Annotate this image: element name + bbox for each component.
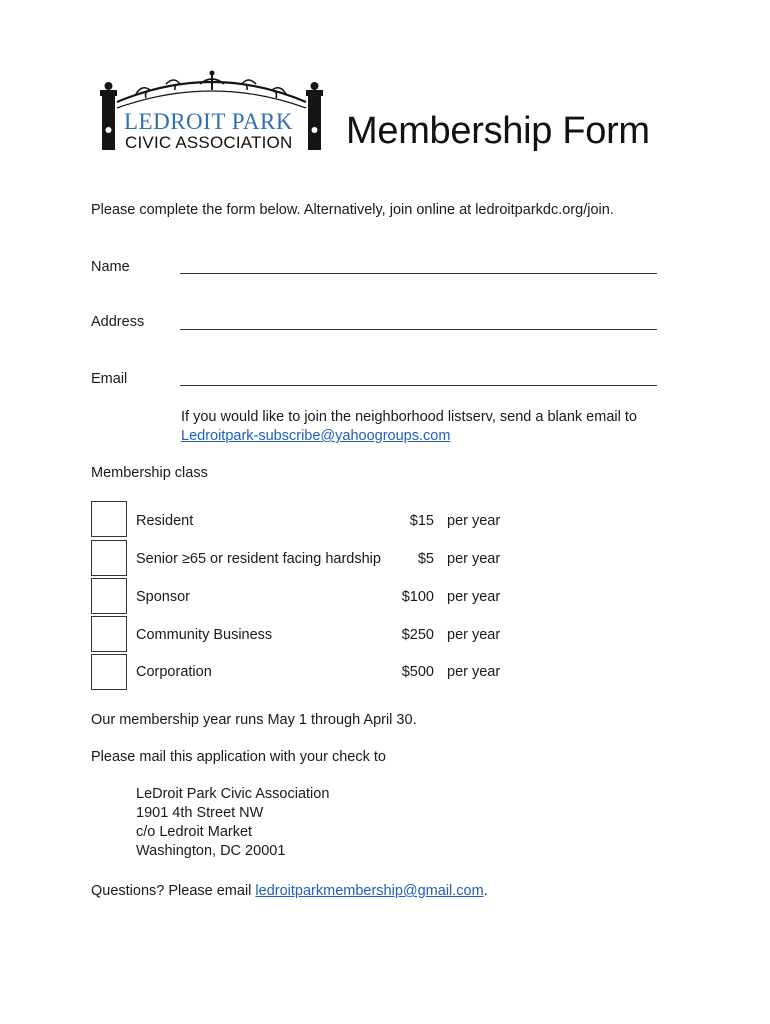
listserv-text: If you would like to join the neighborhood listserv, send a blank email to [181, 409, 637, 425]
class-price: $5 [417, 551, 434, 567]
questions-line [91, 882, 488, 901]
class-period: per year [447, 664, 501, 680]
membership-year-note: Our membership year runs May 1 through April 30. [91, 712, 417, 728]
mailing-address-line: c/o Ledroit Market [136, 824, 253, 840]
class-price: $250 [401, 627, 434, 643]
address-field[interactable] [180, 329, 657, 330]
checkbox-senior[interactable] [91, 540, 127, 576]
mailing-address-line: 1901 4th Street NW [136, 805, 264, 821]
class-label: Corporation [136, 664, 212, 680]
class-label: Resident [136, 513, 194, 529]
email-field[interactable] [180, 385, 657, 386]
page-title: Membership Form [346, 110, 650, 152]
class-period: per year [447, 589, 501, 605]
checkbox-resident[interactable] [91, 501, 127, 537]
membership-class-heading: Membership class [91, 465, 208, 481]
checkbox-community-business[interactable] [91, 616, 127, 652]
mailing-address-line: LeDroit Park Civic Association [136, 786, 330, 802]
class-label: Sponsor [136, 589, 191, 605]
listserv-email-link[interactable]: Ledroitpark-subscribe@yahoogroups.com [181, 428, 451, 444]
name-field[interactable] [180, 273, 657, 274]
mail-note: Please mail this application with your check to [91, 749, 386, 765]
class-period: per year [447, 551, 501, 567]
class-period: per year [447, 627, 501, 643]
class-price: $100 [401, 589, 434, 605]
class-price: $500 [401, 664, 434, 680]
membership-email-link[interactable]: ledroitparkmembership@gmail.com [255, 883, 484, 899]
address-label: Address [91, 314, 145, 330]
class-period: per year [447, 513, 501, 529]
name-label: Name [91, 259, 130, 275]
checkbox-corporation[interactable] [91, 654, 127, 690]
logo-line-2: CIVIC ASSOCIATION [125, 133, 293, 152]
questions-end: . [483, 883, 488, 899]
checkbox-sponsor[interactable] [91, 578, 127, 614]
email-label: Email [91, 371, 128, 387]
class-price: $15 [409, 513, 434, 529]
mailing-address-line: Washington, DC 20001 [136, 843, 286, 859]
class-label: Community Business [136, 627, 273, 643]
class-label: Senior ≥65 or resident facing hardship [136, 551, 381, 567]
questions-text: Questions? Please email [91, 883, 256, 899]
logo-line-1: LEDROIT PARK [124, 109, 293, 134]
intro-text: Please complete the form below. Alternatively, join online at ledroitparkdc.org/join. [91, 202, 614, 218]
